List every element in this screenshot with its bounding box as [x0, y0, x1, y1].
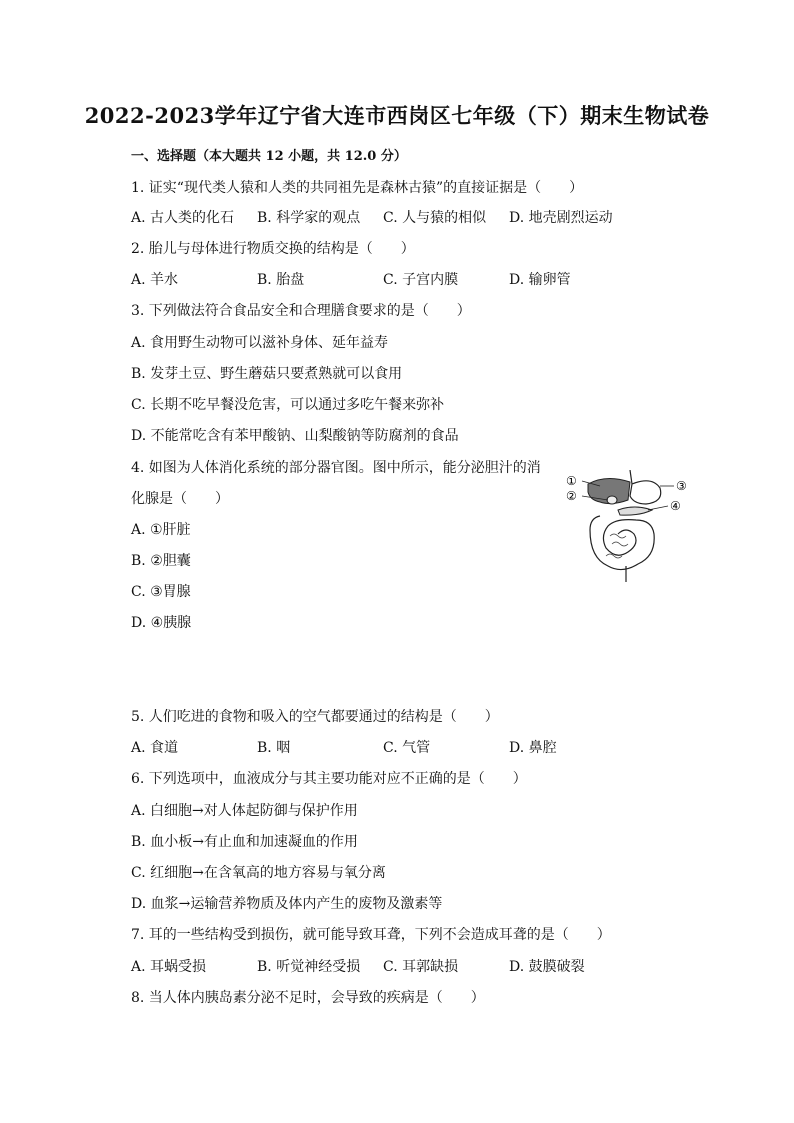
option-c[interactable]: C. 长期不吃早餐没危害，可以通过多吃午餐来弥补 [131, 397, 445, 413]
figure-label-4: ④ [670, 499, 681, 513]
question-4-stem-line1: 4. 如图为人体消化系统的部分器官图。图中所示，能分泌胆汁的消 [131, 460, 541, 476]
option-a[interactable]: A. 食道 [131, 740, 179, 756]
option-c[interactable]: C. 人与猿的相似 [383, 210, 487, 226]
pancreas-shape [618, 507, 652, 515]
option-a[interactable]: A. 白细胞→对人体起防御与保护作用 [131, 803, 358, 819]
option-d[interactable]: D. 鼓膜破裂 [509, 959, 585, 975]
question-8-stem: 8. 当人体内胰岛素分泌不足时，会导致的疾病是（ ） [131, 990, 485, 1006]
option-a[interactable]: A. ①肝脏 [131, 522, 191, 538]
option-a[interactable]: A. 古人类的化石 [131, 210, 235, 226]
option-d[interactable]: D. 鼻腔 [509, 740, 557, 756]
option-b[interactable]: B. 发芽土豆、野生蘑菇只要煮熟就可以食用 [131, 366, 403, 382]
option-c[interactable]: C. ③胃腺 [131, 584, 191, 600]
option-b[interactable]: B. 科学家的观点 [257, 210, 361, 226]
option-b[interactable]: B. 咽 [257, 740, 291, 756]
option-d[interactable]: D. 血浆→运输营养物质及体内产生的废物及激素等 [131, 896, 443, 912]
option-c[interactable]: C. 气管 [383, 740, 431, 756]
option-b[interactable]: B. 胎盘 [257, 272, 305, 288]
question-3-stem: 3. 下列做法符合食品安全和合理膳食要求的是（ ） [131, 303, 471, 319]
question-5-options [131, 737, 635, 757]
option-b[interactable]: B. 听觉神经受损 [257, 959, 361, 975]
question-5-stem: 5. 人们吃进的食物和吸入的空气都要通过的结构是（ ） [131, 709, 499, 725]
question-1-stem: 1. 证实“现代类人猿和人类的共同祖先是森林古猿”的直接证据是（ ） [131, 180, 584, 196]
option-b[interactable]: B. ②胆囊 [131, 553, 191, 569]
option-c[interactable]: C. 红细胞→在含氧高的地方容易与氧分离 [131, 865, 386, 881]
option-a[interactable]: A. 羊水 [131, 272, 179, 288]
figure-label-1: ① [566, 474, 577, 488]
option-c[interactable]: C. 子宫内膜 [383, 272, 459, 288]
option-b[interactable]: B. 血小板→有止血和加速凝血的作用 [131, 834, 358, 850]
question-6-stem: 6. 下列选项中，血液成分与其主要功能对应不正确的是（ ） [131, 771, 527, 787]
gallbladder-shape [607, 496, 617, 504]
option-d[interactable]: D. 输卵管 [509, 272, 571, 288]
figure-label-2: ② [566, 489, 577, 503]
option-c[interactable]: C. 耳郭缺损 [383, 959, 459, 975]
question-4-stem-line2: 化腺是（ ） [131, 491, 229, 507]
question-7-stem: 7. 耳的一些结构受到损伤，就可能导致耳聋，下列不会造成耳聋的是（ ） [131, 927, 611, 943]
question-2-options [131, 269, 635, 289]
option-d[interactable]: D. 不能常吃含有苯甲酸钠、山梨酸钠等防腐剂的食品 [131, 428, 459, 444]
option-d[interactable]: D. ④胰腺 [131, 615, 192, 631]
digestive-system-figure [560, 470, 700, 590]
question-2-stem: 2. 胎儿与母体进行物质交换的结构是（ ） [131, 241, 415, 257]
intestine-shape [590, 516, 654, 570]
section-heading: 一、选择题（本大题共 12 小题，共 12.0 分） [131, 149, 407, 164]
page-title: 2022-2023学年辽宁省大连市西岗区七年级（下）期末生物试卷 [84, 103, 710, 128]
question-7-options [131, 956, 635, 976]
option-a[interactable]: A. 耳蜗受损 [131, 959, 207, 975]
option-d[interactable]: D. 地壳剧烈运动 [509, 210, 613, 226]
figure-label-3: ③ [676, 479, 687, 493]
question-1-options [131, 207, 635, 227]
option-a[interactable]: A. 食用野生动物可以滋补身体、延年益寿 [131, 335, 389, 351]
stomach-shape [630, 481, 661, 504]
